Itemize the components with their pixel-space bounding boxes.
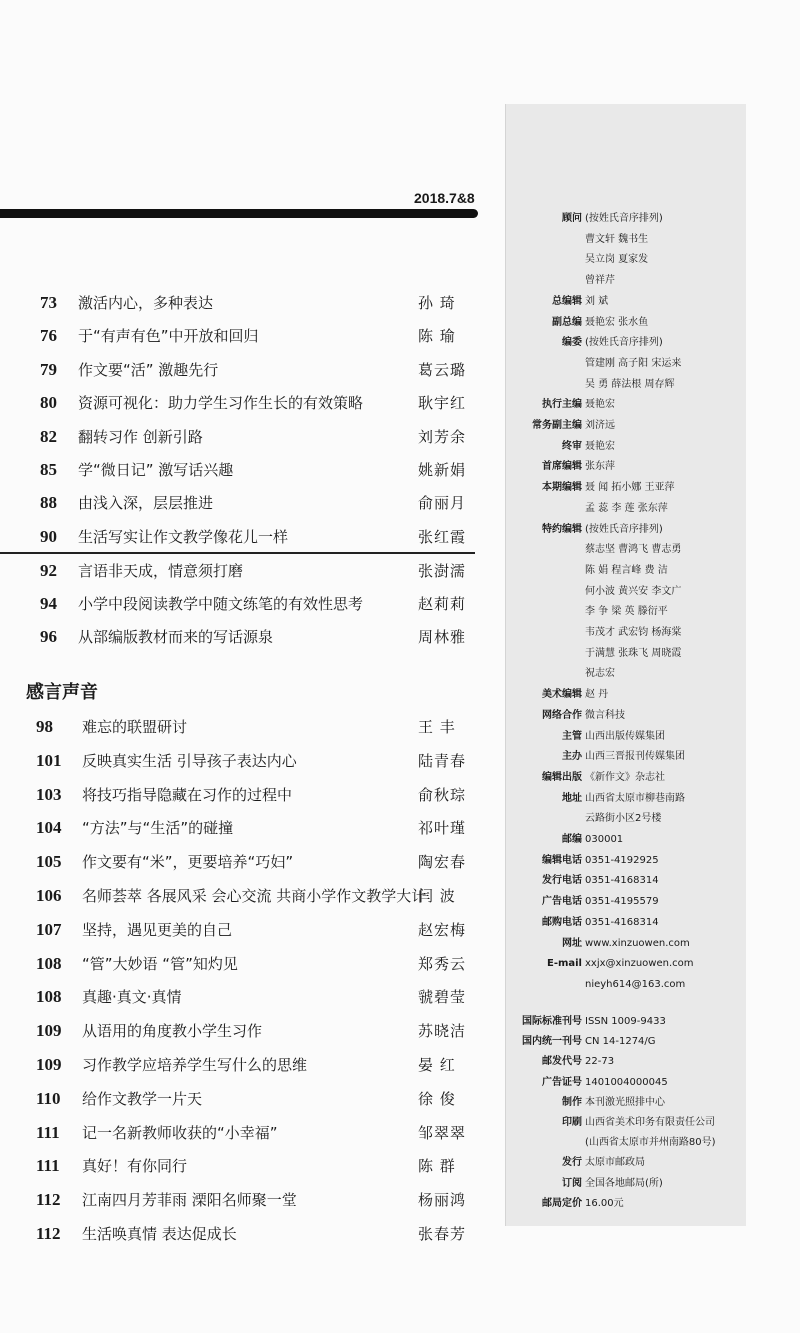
pubinfo-label: 发行: [562, 1157, 582, 1169]
pubinfo-value: CN 14-1274/G: [585, 1036, 656, 1048]
toc-page-number: 112: [36, 1224, 61, 1243]
toc-entry[interactable]: [0, 1048, 470, 1082]
toc-author: 赵莉莉: [418, 595, 467, 613]
masthead-row: [500, 499, 795, 519]
masthead-row: [500, 768, 795, 788]
toc-author: 俞秋琮: [418, 785, 467, 804]
masthead-value: 刘 斌: [585, 295, 609, 307]
masthead-value: 030001: [585, 834, 624, 845]
toc-author: 赵宏梅: [418, 920, 467, 939]
masthead-row: [500, 250, 795, 270]
pubinfo-row: [500, 1052, 795, 1072]
toc-entry[interactable]: [0, 1116, 470, 1150]
toc-title: 作文要“活” 激趣先行: [78, 360, 219, 379]
toc-author: 陆青春: [418, 751, 467, 770]
masthead-label: 地址: [562, 792, 582, 804]
toc-entry[interactable]: [0, 744, 470, 778]
pubinfo-label: 印刷: [562, 1117, 582, 1128]
masthead-row: [500, 354, 795, 374]
masthead-label: 主管: [562, 730, 582, 742]
toc-page-number: 79: [40, 359, 57, 379]
toc-title: 真好！有你同行: [82, 1157, 188, 1176]
pubinfo-row: [500, 1073, 795, 1093]
toc-title: 生活唤真情 表达促成长: [82, 1225, 237, 1243]
pubinfo-row: [500, 1133, 795, 1153]
masthead-row: [500, 871, 795, 891]
toc-page-number: 96: [40, 627, 57, 646]
toc-entry[interactable]: [0, 554, 470, 588]
toc-title: 反映真实生活 引导孩子表达内心: [82, 751, 297, 770]
masthead-row: [500, 520, 795, 540]
masthead-label: 特约编辑: [542, 523, 582, 535]
masthead-row: [500, 747, 795, 767]
pubinfo-value: ISSN 1009-9433: [585, 1016, 666, 1027]
masthead-label: 广告电话: [542, 896, 582, 908]
toc-page-number: 109: [36, 1055, 62, 1074]
masthead-row: [500, 913, 795, 933]
toc-page-number: 98: [36, 717, 53, 736]
masthead-row: [500, 437, 795, 457]
toc-entry[interactable]: [0, 845, 470, 879]
toc-title: 给作文教学一片天: [82, 1089, 203, 1108]
toc-author: 邹翠翠: [418, 1123, 467, 1142]
masthead-label: 编辑出版: [542, 771, 582, 783]
toc-author: 陈 瑜: [418, 327, 456, 346]
masthead-label: 发行电话: [542, 875, 582, 887]
toc-entry[interactable]: [0, 587, 470, 621]
toc-page-number: 88: [40, 493, 57, 513]
toc-page-number: 80: [40, 393, 57, 413]
toc-title: 江南四月芳菲雨 溧阳名师聚一堂: [82, 1191, 297, 1210]
toc-title: “管”大妙语 “管”知灼见: [82, 954, 238, 973]
pubinfo-value: 山西省美术印务有限责任公司: [585, 1117, 715, 1128]
masthead-label: 本期编辑: [542, 482, 582, 494]
toc-author: 孙 琦: [418, 294, 456, 312]
toc-page-number: 105: [36, 852, 62, 872]
masthead-value: 云路街小区2号楼: [585, 813, 662, 825]
toc-title: 由浅入深，层层推进: [78, 494, 214, 513]
toc-title: 言语非天成，情意须打磨: [78, 562, 244, 580]
toc-entry[interactable]: [0, 486, 470, 520]
masthead-value: 管建刚 高子阳 宋运来: [585, 357, 682, 369]
toc-page-number: 94: [40, 594, 57, 613]
masthead-row: [500, 292, 795, 312]
masthead-value: 聂 闻 拓小娜 王亚萍: [585, 482, 675, 494]
pubinfo-label: 邮局定价: [542, 1197, 582, 1209]
masthead-label: 美术编辑: [542, 689, 582, 701]
toc-page-number: 90: [40, 526, 57, 546]
toc-entry[interactable]: [0, 286, 470, 320]
toc-page-number: 107: [36, 919, 62, 939]
issue-label: 2018.7&8: [414, 190, 475, 206]
masthead-value: 聂艳宏: [585, 440, 615, 452]
toc-author: 陶宏春: [418, 853, 467, 872]
masthead-row: [500, 375, 795, 395]
toc-page-number: 111: [36, 1122, 60, 1142]
masthead-row: [500, 644, 795, 664]
toc-entry[interactable]: [0, 778, 470, 812]
masthead-row: [500, 457, 795, 477]
pubinfo-value: 16.00元: [585, 1197, 624, 1209]
masthead-label: 编委: [562, 337, 582, 349]
masthead-label: 执行主编: [542, 399, 582, 411]
toc-title: 资源可视化：助力学生习作生长的有效策略: [78, 394, 364, 413]
masthead-value: (按姓氏音序排列): [585, 213, 663, 224]
masthead-row: [500, 313, 795, 333]
pubinfo-row: [500, 1194, 795, 1214]
toc-entry[interactable]: [0, 620, 470, 654]
toc-title: 坚持，遇见更美的自己: [82, 920, 233, 939]
masthead-value: 0351-4195579: [585, 896, 659, 908]
toc-title: 从语用的角度教小学生习作: [82, 1022, 263, 1041]
pubinfo-row: [500, 1113, 795, 1133]
masthead-label: 首席编辑: [542, 461, 582, 473]
toc-author: 陈 群: [418, 1157, 456, 1176]
toc-author: 张春芳: [418, 1225, 467, 1243]
toc-title: 记一名新教师收获的“小幸福”: [82, 1123, 278, 1142]
pubinfo-label: 国内统一刊号: [522, 1036, 582, 1048]
pubinfo-row: [500, 1174, 795, 1194]
masthead-label: 常务副主编: [532, 420, 582, 431]
masthead-label: 顾问: [562, 213, 582, 224]
masthead-label: 副总编: [552, 316, 582, 328]
masthead-value: nieyh614@163.com: [585, 978, 686, 990]
masthead-row: [500, 623, 795, 643]
toc-author: 刘芳余: [418, 427, 467, 446]
toc-title: 从部编版教材而来的写话源泉: [78, 628, 274, 646]
masthead-value: xxjx@xinzuowen.com: [585, 958, 694, 970]
masthead-value: 吴立岗 夏家发: [585, 254, 649, 266]
masthead-row: [500, 934, 795, 954]
masthead-value: 山西出版传媒集团: [585, 730, 665, 742]
toc-page-number: 85: [40, 460, 57, 479]
masthead-label: 邮购电话: [542, 916, 582, 928]
toc-author: 虢碧莹: [418, 988, 467, 1007]
masthead-row: [500, 685, 795, 705]
toc-title: 学“微日记” 激写话兴趣: [78, 461, 234, 479]
toc-author: 张红霞: [418, 527, 467, 546]
toc-page-number: 111: [36, 1156, 60, 1176]
toc-author: 葛云璐: [418, 360, 467, 379]
masthead-value: 聂艳宏 张水鱼: [585, 316, 649, 328]
masthead-row: [500, 478, 795, 498]
section-divider: [0, 552, 475, 554]
toc-author: 晏 红: [418, 1056, 456, 1074]
masthead-row: [500, 582, 795, 602]
masthead-row: [500, 209, 795, 229]
masthead-value: 张东萍: [585, 461, 615, 473]
toc-title: 激活内心，多种表达: [78, 294, 214, 312]
toc-entry[interactable]: [0, 453, 470, 487]
masthead-row: [500, 975, 795, 995]
toc-page-number: 101: [36, 750, 62, 770]
masthead-value: 刘济远: [585, 420, 615, 431]
toc-entry[interactable]: [0, 879, 470, 913]
masthead-value: 0351-4168314: [585, 916, 659, 928]
toc-page-number: 110: [36, 1088, 61, 1108]
toc-page-number: 106: [36, 886, 62, 905]
toc-author: 苏晓洁: [418, 1022, 467, 1041]
masthead-value: 赵 丹: [585, 689, 609, 701]
toc-entry[interactable]: [0, 353, 470, 387]
toc-page-number: 103: [36, 784, 62, 804]
masthead-value: 0351-4168314: [585, 875, 659, 887]
pubinfo-value: 全国各地邮局(所): [585, 1177, 663, 1189]
pubinfo-row: [500, 1093, 795, 1113]
toc-page-number: 92: [40, 561, 57, 580]
toc-title: 难忘的联盟研讨: [82, 718, 188, 736]
masthead-label: 终审: [562, 440, 582, 452]
toc-entry[interactable]: [0, 420, 470, 454]
masthead-label: 总编辑: [552, 295, 582, 307]
masthead-row: [500, 230, 795, 250]
header-rule: [0, 209, 478, 218]
toc-title: 作文要有“米”，更要培养“巧妇”: [82, 853, 294, 872]
pubinfo-value: 太原市邮政局: [585, 1157, 645, 1169]
toc-entry[interactable]: [0, 520, 470, 554]
toc-entry[interactable]: [0, 1082, 470, 1116]
toc-entry[interactable]: [0, 1217, 470, 1251]
masthead-value: 吴 勇 薛法根 周存辉: [585, 378, 675, 390]
masthead-row: [500, 416, 795, 436]
toc-title: 将技巧指导隐藏在习作的过程中: [82, 785, 293, 804]
toc-entry[interactable]: [0, 1014, 470, 1048]
masthead-value: 祝志宏: [585, 668, 615, 680]
toc-author: 杨丽鸿: [418, 1191, 467, 1210]
toc-entry[interactable]: [0, 947, 470, 981]
masthead-value: 曹文轩 魏书生: [585, 233, 649, 245]
toc-author: 祁叶瑾: [418, 819, 467, 838]
toc-author: 王 丰: [418, 718, 456, 736]
masthead-row: [500, 954, 795, 974]
pubinfo-label: 国际标准刊号: [522, 1016, 582, 1027]
pubinfo-label: 广告证号: [542, 1076, 582, 1088]
pubinfo-row: [500, 1032, 795, 1052]
toc-entry[interactable]: [0, 1149, 470, 1183]
masthead-value: 蔡志坚 曹鸿飞 曹志勇: [585, 544, 682, 556]
masthead-value: www.xinzuowen.com: [585, 937, 690, 949]
masthead-value: 微言科技: [585, 709, 625, 721]
toc-author: 徐 俊: [418, 1089, 456, 1108]
masthead-value: (按姓氏音序排列): [585, 523, 663, 535]
toc-title: 翻转习作 创新引路: [78, 427, 203, 446]
pubinfo-row: [500, 1012, 795, 1032]
toc-page-number: 73: [40, 293, 57, 312]
toc-page-number: 108: [36, 953, 62, 973]
masthead-value: (按姓氏音序排列): [585, 337, 663, 349]
masthead-value: 李 争 梁 英 滕衍平: [585, 606, 668, 618]
toc-entry[interactable]: [0, 980, 470, 1014]
pubinfo-value: (山西省太原市并州南路80号): [585, 1137, 716, 1149]
masthead-label: 邮编: [562, 834, 582, 845]
masthead-label: 网址: [562, 937, 582, 949]
toc-author: 张澍濡: [418, 562, 467, 580]
masthead-row: [500, 540, 795, 560]
masthead-label: 编辑电话: [542, 854, 582, 866]
masthead-row: [500, 727, 795, 747]
masthead-label: 主办: [562, 751, 582, 763]
pubinfo-value: 本刊激光照排中心: [585, 1096, 665, 1108]
masthead-row: [500, 789, 795, 809]
toc-author: 姚新娟: [418, 461, 467, 479]
section-title: 感言声音: [26, 682, 98, 703]
toc-entry[interactable]: [0, 811, 470, 845]
pubinfo-label: 邮发代号: [542, 1056, 582, 1068]
toc-page-number: 112: [36, 1190, 61, 1210]
pubinfo-label: 制作: [562, 1096, 582, 1108]
toc-page-number: 109: [36, 1021, 62, 1041]
masthead-row: [500, 809, 795, 829]
masthead-row: [500, 602, 795, 622]
masthead-value: 孟 蕊 李 莲 张东萍: [585, 502, 668, 514]
masthead-row: [500, 395, 795, 415]
masthead-row: [500, 892, 795, 912]
masthead-value: 陈 娟 程言峰 费 洁: [585, 564, 668, 576]
masthead-value: 于满慧 张珠飞 周晓霞: [585, 647, 682, 659]
toc-entry[interactable]: [0, 1183, 470, 1217]
toc-page-number: 108: [36, 987, 62, 1007]
masthead-row: [500, 706, 795, 726]
toc-title: 小学中段阅读教学中随文练笔的有效性思考: [78, 595, 364, 613]
masthead-value: 聂艳宏: [585, 399, 615, 411]
toc-entry[interactable]: [0, 710, 470, 744]
toc-entry[interactable]: [0, 913, 470, 947]
toc-title: 习作教学应培养学生写什么的思维: [82, 1056, 308, 1074]
toc-author: 周林雅: [418, 628, 467, 646]
masthead-row: [500, 664, 795, 684]
toc-author: 郑秀云: [418, 954, 467, 973]
toc-author: 闫 波: [418, 887, 456, 905]
masthead-row: [500, 333, 795, 353]
pubinfo-label: 订阅: [562, 1177, 582, 1189]
toc-entry[interactable]: [0, 386, 470, 420]
pubinfo-value: 1401004000045: [585, 1076, 668, 1088]
toc-title: “方法”与“生活”的碰撞: [82, 819, 234, 838]
masthead-value: 何小波 黄兴安 李文广: [585, 585, 682, 597]
masthead-row: [500, 561, 795, 581]
toc-page-number: 104: [36, 818, 62, 838]
masthead-row: [500, 851, 795, 871]
masthead-label: 网络合作: [542, 709, 582, 721]
masthead-row: [500, 271, 795, 291]
masthead-row: [500, 830, 795, 850]
toc-author: 耿宇红: [418, 394, 467, 413]
toc-author: 俞丽月: [418, 494, 467, 513]
masthead-value: 曾祥芹: [585, 275, 615, 287]
toc-title: 名师荟萃 各展风采 会心交流 共商小学作文教学大计: [82, 887, 427, 905]
toc-title: 真趣·真文·真情: [82, 988, 182, 1007]
toc-title: 生活写实让作文教学像花儿一样: [78, 527, 289, 546]
masthead-value: 山西三晋报刊传媒集团: [585, 751, 685, 763]
masthead-label: E-mail: [546, 958, 582, 970]
toc-page-number: 82: [40, 426, 57, 446]
toc-title: 于“有声有色”中开放和回归: [78, 327, 259, 346]
toc-entry[interactable]: [0, 319, 470, 353]
pubinfo-value: 22-73: [585, 1056, 615, 1068]
toc-page-number: 76: [40, 326, 57, 346]
masthead-value: 0351-4192925: [585, 854, 659, 866]
masthead-value: 山西省太原市柳巷南路: [585, 792, 685, 804]
masthead-value: 《新作文》杂志社: [585, 771, 665, 783]
masthead-value: 韦茂才 武宏钧 杨海棠: [585, 627, 682, 638]
pubinfo-row: [500, 1153, 795, 1173]
